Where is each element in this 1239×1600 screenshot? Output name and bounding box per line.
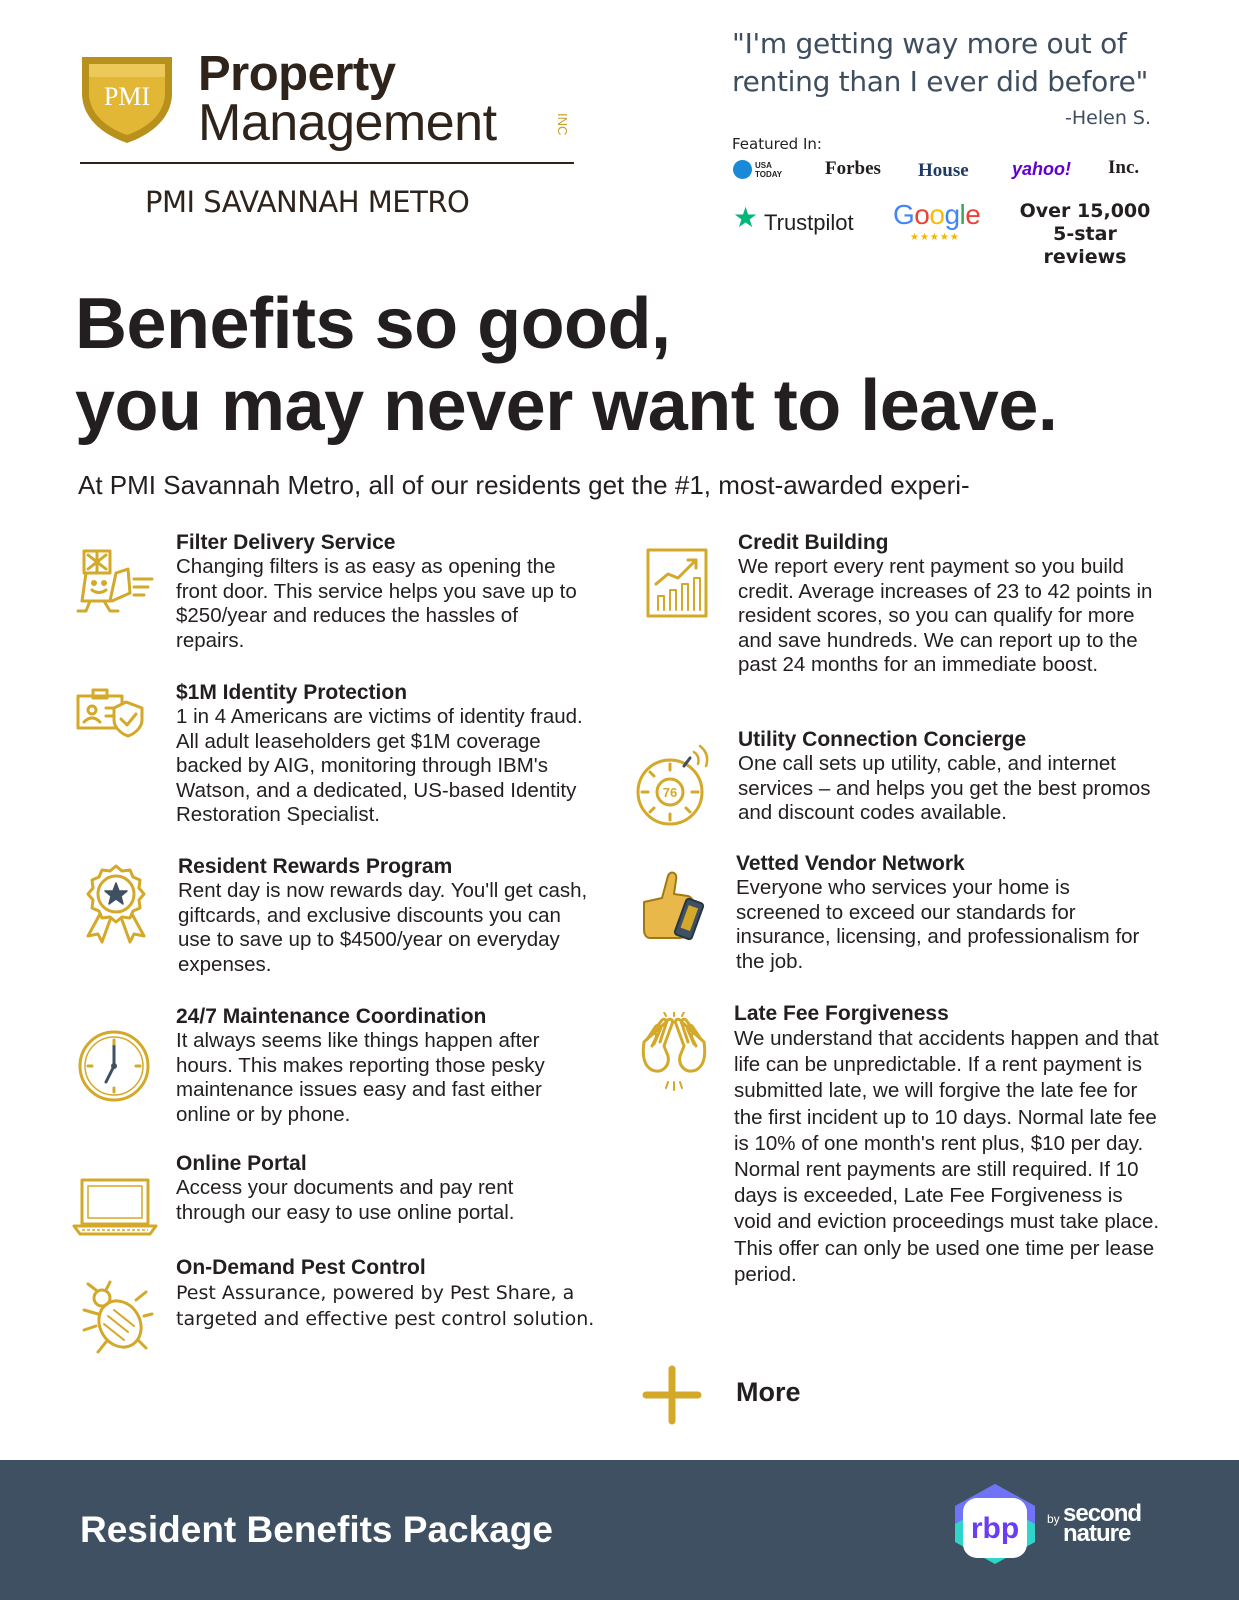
office-name: PMI SAVANNAH METRO <box>145 185 470 219</box>
second-nature-logo <box>1063 1500 1142 1547</box>
plus-icon <box>640 1363 704 1427</box>
benefit-filter-delivery <box>176 530 586 653</box>
google-stars-icon: ★★★★★ <box>910 232 960 243</box>
google-label: Google <box>893 199 981 230</box>
benefit-title: Filter Delivery Service <box>176 531 396 554</box>
benefit-title: Resident Rewards Program <box>178 855 453 878</box>
identity-shield-icon <box>76 686 148 740</box>
rbp-logo <box>953 1482 1037 1566</box>
benefit-title: Utility Connection Concierge <box>738 728 1027 751</box>
benefit-title: $1M Identity Protection <box>176 681 408 704</box>
benefit-rewards-program <box>178 854 588 977</box>
benefit-description: Access your documents and pay rent through our easy to use online portal. <box>176 1176 515 1224</box>
benefit-title: Late Fee Forgiveness <box>734 1002 949 1025</box>
benefit-maintenance <box>176 1004 586 1127</box>
high-five-icon <box>634 1012 714 1092</box>
brand-name-line2: Management <box>198 94 497 152</box>
benefit-pest-control <box>176 1255 596 1332</box>
press-this-old-house: House <box>918 160 969 181</box>
benefit-description: Rent day is now rewards day. You'll get cash, giftcards, and exclusive discounts you can use to save up to $4500/year on everyday expenses. <box>178 879 588 976</box>
svg-text:76: 76 <box>662 785 678 800</box>
laptop-icon <box>70 1176 160 1238</box>
benefit-title: 24/7 Maintenance Coordination <box>176 1005 487 1028</box>
benefit-description: Pest Assurance, powered by Pest Share, a targeted and effective pest control solution. <box>176 1282 595 1330</box>
clock-icon <box>76 1028 152 1104</box>
benefit-utility-concierge <box>738 727 1158 826</box>
svg-text:rbp: rbp <box>970 1512 1020 1545</box>
benefit-description: 1 in 4 Americans are victims of identity fraud. All adult leaseholders get $1M coverage backed by AIG, monitoring through IBM's Watson, and a dedicated, US-based Identity Restoration Specialist. <box>176 705 583 826</box>
logo-divider <box>80 162 574 164</box>
benefit-description: One call sets up utility, cable, and internet services – and helps you get the best promos and discount codes available. <box>738 752 1151 824</box>
benefit-identity-protection <box>176 680 586 828</box>
brand-name-line1: Property <box>198 47 396 101</box>
benefit-late-fee-forgiveness <box>734 1001 1164 1288</box>
second-nature-line2: nature <box>1063 1520 1131 1547</box>
award-ribbon-icon <box>80 862 152 946</box>
headline-line1: Benefits so good, <box>75 284 671 364</box>
review-count: Over 15,000 5-star reviews <box>1019 200 1151 268</box>
page-headline <box>75 283 1057 447</box>
svg-text:PMI: PMI <box>103 82 151 111</box>
trustpilot-star-icon: ★ <box>733 202 759 233</box>
press-forbes: Forbes <box>825 158 881 179</box>
headline-line2: you may never want to leave. <box>75 366 1058 446</box>
benefit-online-portal <box>176 1151 586 1225</box>
intro-text: At PMI Savannah Metro, all of our residents get the #1, most-awarded experi- <box>78 470 970 500</box>
benefit-vendor-network <box>736 851 1156 974</box>
brand-inc: INC <box>555 113 570 136</box>
testimonial-quote: "I'm getting way more out of renting than I ever did before" <box>732 27 1149 98</box>
thermostat-icon <box>634 742 710 828</box>
footer-title: Resident Benefits Package <box>80 1509 553 1550</box>
growth-chart-icon <box>646 548 708 618</box>
trustpilot-label: Trustpilot <box>764 210 854 235</box>
testimonial-author: -Helen S. <box>1065 107 1151 129</box>
filter-delivery-icon <box>72 543 168 615</box>
benefit-title: Credit Building <box>738 531 889 554</box>
benefit-credit-building <box>738 530 1158 678</box>
benefit-description: It always seems like things happen after hours. This makes reporting those pesky maintenance issues easy and fast either online or by phone. <box>176 1029 545 1126</box>
benefit-title: On-Demand Pest Control <box>176 1256 426 1279</box>
press-inc: Inc. <box>1108 157 1140 178</box>
benefit-description: Changing filters is as easy as opening the front door. This service helps you save up to $250/year and reduces the hassles of repairs. <box>176 555 577 652</box>
thumbs-up-phone-icon <box>636 868 712 946</box>
rbp-by: by <box>1047 1512 1060 1526</box>
press-yahoo: yahoo! <box>1012 159 1072 179</box>
benefit-description: Everyone who services your home is screened to exceed our standards for insurance, licensing, and professionalism for the job. <box>736 876 1140 973</box>
usa-today-dot-icon <box>733 160 752 179</box>
pmi-shield-logo <box>78 53 176 145</box>
benefit-title: Vetted Vendor Network <box>736 852 965 875</box>
featured-in-label: Featured In: <box>732 135 822 153</box>
benefit-title: Online Portal <box>176 1152 307 1175</box>
bug-icon <box>80 1280 154 1354</box>
second-nature-line1: second <box>1063 1500 1142 1527</box>
more-link[interactable]: More <box>736 1377 801 1407</box>
benefit-description: We understand that accidents happen and that life can be unpredictable. If a rent payment is submitted late, we will forgive the late fee for the first incident up to 10 days. Normal late fee is 10% of one month's rent plus, $10 per day. Normal rent payments are still required. If 10 days is exceeded, Late Fee Forgiveness is void and eviction proceedings must take place. This offer can only be used one time per lease period. <box>734 1027 1160 1286</box>
benefit-description: We report every rent payment so you build credit. Average increases of 23 to 42 points in resident scores, so you can qualify for more and save hundreds. We can report up to the past 24 months for an immediate boost. <box>738 555 1153 676</box>
press-usa-today: USA TODAY <box>755 161 783 179</box>
